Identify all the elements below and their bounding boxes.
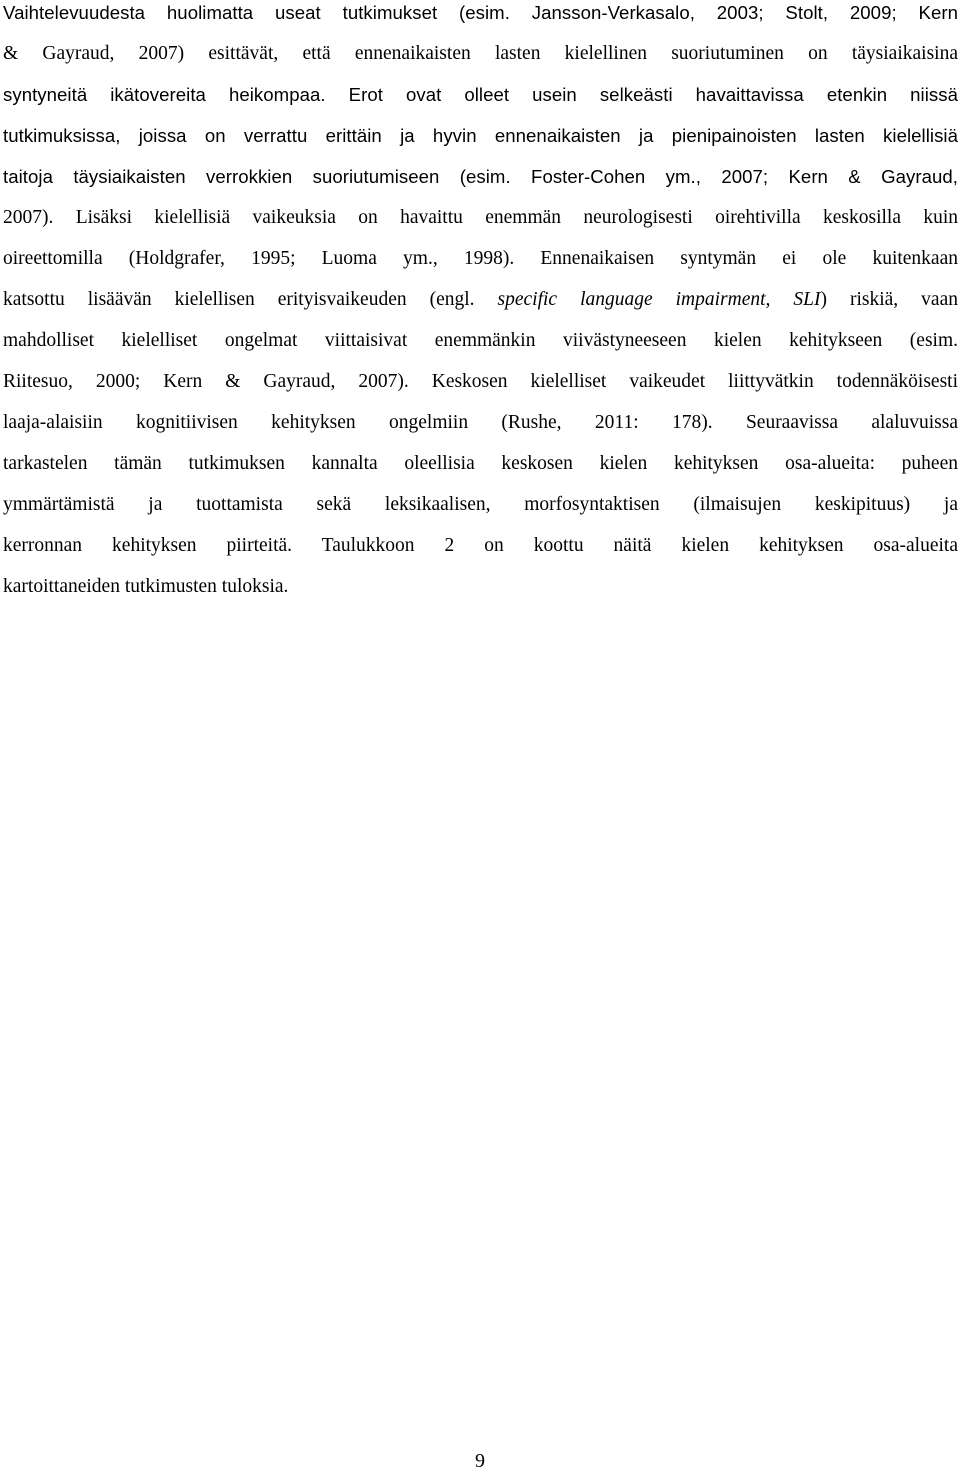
paragraph-line-4-segment-1: tutkimuksissa, joissa on verrattu erittäin ja hyvin ennenaikaisten ja pienipainoisten lasten kielellisiä [3,125,958,146]
paragraph-line-14 [3,525,958,566]
paragraph-line-13-segment-1: ymmärtämistä ja tuottamista sekä leksikaalisen, morfosyntaktisen (ilmaisujen keskipituus) ja [3,494,958,515]
paragraph-line-12 [3,443,958,484]
paragraph-line-8-segment-3: ) riskiä, vaan [820,289,958,310]
paragraph-line-1 [3,0,958,33]
paragraph-line-10-segment-1: Riitesuo, 2000; Kern & Gayraud, 2007). Keskosen kielelliset vaikeudet liittyvätkin todennäköisesti [3,371,958,392]
paragraph-line-5 [3,156,958,197]
paragraph-line-4 [3,115,958,156]
paragraph-line-9 [3,320,958,361]
paragraph-line-9-segment-1: mahdolliset kielelliset ongelmat viittaisivat enemmänkin viivästyneeseen kielen kehitykseen (esim. [3,330,958,351]
paragraph-line-15-segment-1: kartoittaneiden tutkimusten tuloksia. [3,576,289,597]
paragraph-line-8-italic-term: specific language impairment, SLI [497,289,821,310]
paragraph-line-2-segment-1: & Gayraud, 2007) esittävät, että ennenaikaisten lasten kielellinen suoriutuminen on täysiaikaisina [3,43,958,64]
paragraph-line-8-segment-1: katsottu lisäävän kielellisen erityisvaikeuden (engl. [3,289,498,310]
paragraph-line-6 [3,197,958,238]
paragraph-line-12-segment-1: tarkastelen tämän tutkimuksen kannalta oleellisia keskosen kielen kehityksen osa-alueita: puheen [3,453,958,474]
paragraph-line-3-segment-1: syntyneitä ikätovereita heikompaa. Erot ovat olleet usein selkeästi havaittavissa etenkin niissä [3,84,958,105]
paragraph-line-5-segment-1: taitoja täysiaikaisten verrokkien suoriutumiseen (esim. Foster-Cohen ym. [3,166,696,187]
paragraph-line-3 [3,74,958,115]
paragraph-line-11 [3,402,958,443]
page-number: 9 [475,1450,485,1472]
paragraph-line-14-segment-1: kerronnan kehityksen piirteitä. Taulukkoon 2 on koottu näitä kielen kehityksen osa-alueita [3,535,958,556]
paragraph-line-1-segment-1: Vaihtelevuudesta huolimatta useat tutkimukset (esim. [3,2,532,23]
paragraph-line-8 [3,279,958,320]
paragraph-line-7-segment-1: oireettomilla (Holdgrafer, 1995; Luoma ym., 1998). Ennenaikaisen syntymän ei ole kuitenkaan [3,248,958,269]
paragraph-line-10 [3,361,958,402]
paragraph-line-7 [3,238,958,279]
paragraph-line-5-segment-2: , 2007; Kern & Gayraud, [695,166,958,187]
paragraph-line-6-segment-1: 2007). Lisäksi kielellisiä vaikeuksia on havaittu enemmän neurologisesti oirehtivilla keskosilla kuin [3,207,958,228]
paragraph-line-15 [3,566,958,607]
paragraph-line-1-segment-2: Jansson-Verkasalo, 2003; Stolt, 2009; Kern [531,2,958,23]
paragraph-line-13 [3,484,958,525]
paragraph-line-11-segment-1: laaja-alaisiin kognitiivisen kehityksen ongelmiin (Rushe, 2011: 178). Seuraavissa alaluvuissa [3,412,958,433]
paragraph-line-2 [3,33,958,74]
